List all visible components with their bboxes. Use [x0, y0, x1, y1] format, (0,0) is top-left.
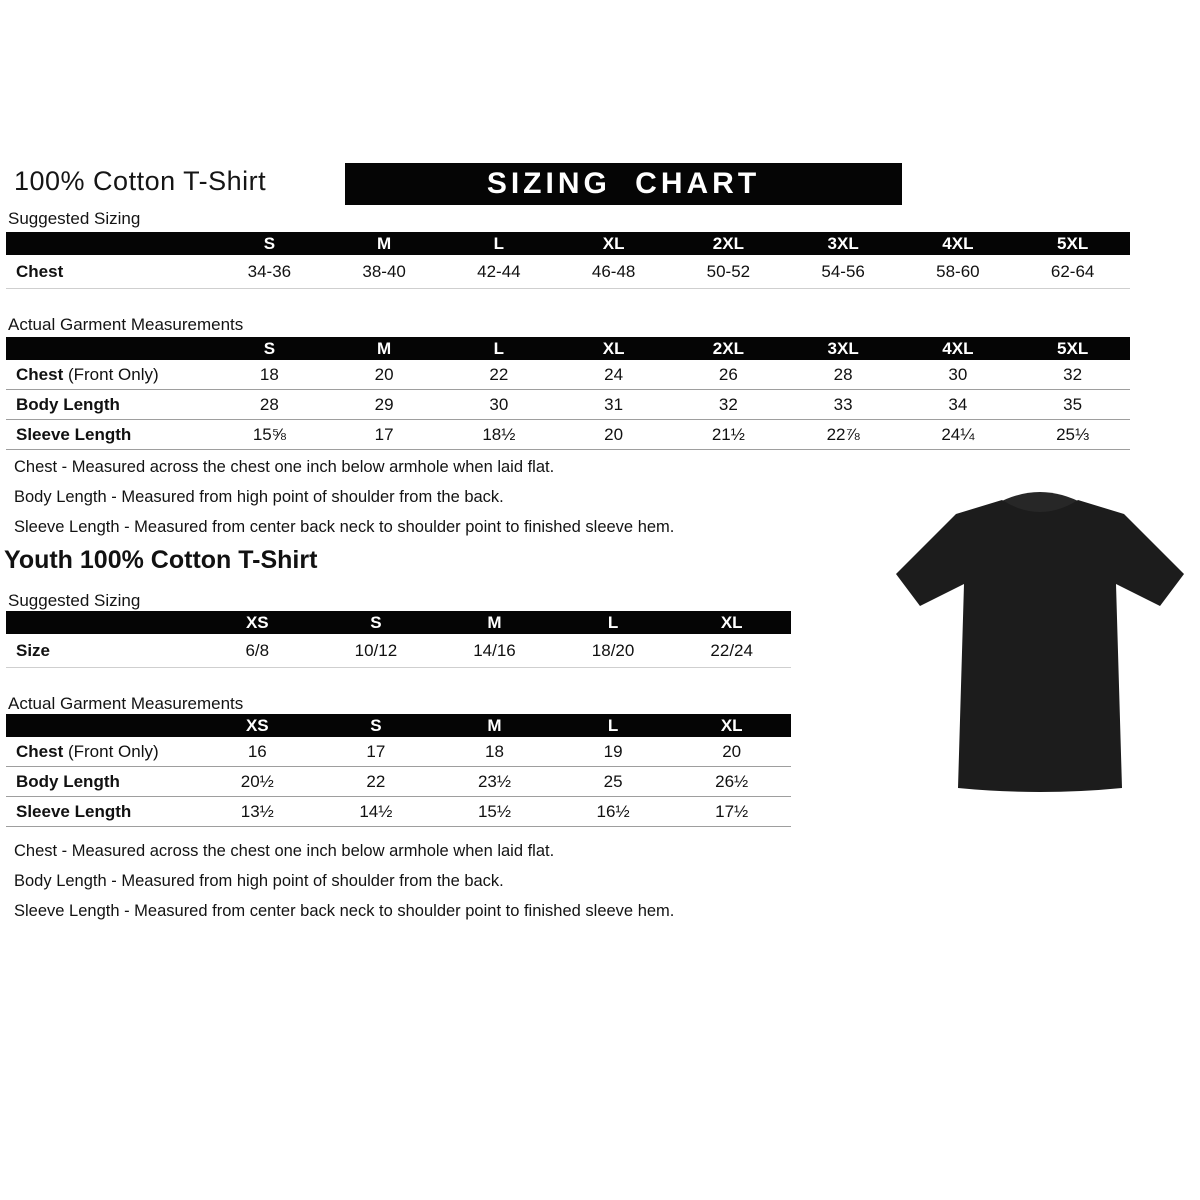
measurement-note: Chest - Measured across the chest one inch below armhole when laid flat. [14, 458, 555, 476]
row-label [6, 420, 212, 450]
size-cell: 18 [212, 360, 327, 390]
size-cell: 18 [435, 737, 554, 767]
youth-section-title: Youth 100% Cotton T-Shirt [4, 546, 318, 574]
row-label [6, 255, 212, 289]
column-header: XL [672, 611, 791, 634]
row-label [6, 797, 198, 827]
size-cell: 16½ [554, 797, 673, 827]
size-cell: 26 [671, 360, 786, 390]
table-row [6, 255, 1130, 289]
header-row [6, 714, 791, 737]
measurement-note: Sleeve Length - Measured from center back neck to shoulder point to finished sleeve hem. [14, 902, 675, 920]
size-cell: 14½ [317, 797, 436, 827]
column-header: XS [198, 714, 317, 737]
column-header: 5XL [1015, 232, 1130, 255]
size-cell: 18½ [442, 420, 557, 450]
row-label-text: Body Length [16, 771, 120, 791]
tshirt-image [890, 474, 1190, 819]
column-header: 3XL [786, 232, 901, 255]
size-cell: 25 [554, 767, 673, 797]
column-header: M [327, 232, 442, 255]
youth-suggested-sizing-label: Suggested Sizing [8, 591, 141, 610]
column-header: L [442, 232, 557, 255]
size-cell: 42-44 [442, 255, 557, 289]
size-cell: 13½ [198, 797, 317, 827]
column-header: L [442, 337, 557, 360]
size-cell: 17 [327, 420, 442, 450]
adult-actual-table [6, 337, 1130, 450]
size-cell: 15½ [435, 797, 554, 827]
column-header: XS [198, 611, 317, 634]
column-header: XL [556, 232, 671, 255]
row-label [6, 390, 212, 420]
table-row [6, 797, 791, 827]
column-header: L [554, 611, 673, 634]
size-cell: 22/24 [672, 634, 791, 668]
row-label-text: Sleeve Length [16, 801, 132, 821]
row-label-text: Chest [16, 741, 64, 761]
row-label [6, 360, 212, 390]
size-cell: 28 [786, 360, 901, 390]
row-label-text: Body Length [16, 394, 120, 414]
youth-measurement-notes [14, 842, 674, 932]
column-header: L [554, 714, 673, 737]
youth-actual-table [6, 714, 791, 827]
size-cell: 33 [786, 390, 901, 420]
size-cell: 38-40 [327, 255, 442, 289]
table-row [6, 634, 791, 668]
size-cell: 16 [198, 737, 317, 767]
size-cell: 19 [554, 737, 673, 767]
size-cell: 32 [1015, 360, 1130, 390]
table-row [6, 767, 791, 797]
column-header: XL [556, 337, 671, 360]
column-header: S [317, 714, 436, 737]
size-cell: 24 [556, 360, 671, 390]
column-header: 3XL [786, 337, 901, 360]
row-label-note: (Front Only) [63, 364, 159, 384]
column-header: M [327, 337, 442, 360]
measurement-note: Body Length - Measured from high point of shoulder from the back. [14, 488, 504, 506]
size-cell: 35 [1015, 390, 1130, 420]
adult-suggested-sizing-label: Suggested Sizing [8, 209, 141, 228]
header-row [6, 337, 1130, 360]
blank-header-cell [6, 611, 198, 634]
size-cell: 17 [317, 737, 436, 767]
size-cell: 22 [317, 767, 436, 797]
adult-measurement-notes [14, 458, 674, 548]
size-cell: 30 [442, 390, 557, 420]
column-header: M [435, 611, 554, 634]
youth-actual-measurements-label: Actual Garment Measurements [8, 694, 244, 713]
size-cell: 20 [327, 360, 442, 390]
row-label-text: Sleeve Length [16, 424, 132, 444]
size-cell: 32 [671, 390, 786, 420]
size-cell: 6/8 [198, 634, 317, 668]
size-cell: 46-48 [556, 255, 671, 289]
size-cell: 62-64 [1015, 255, 1130, 289]
row-label [6, 737, 198, 767]
measurement-note: Chest - Measured across the chest one inch below armhole when laid flat. [14, 842, 555, 860]
column-header: M [435, 714, 554, 737]
size-cell: 25⅓ [1015, 420, 1130, 450]
header-row [6, 611, 791, 634]
measurement-note: Sleeve Length - Measured from center back neck to shoulder point to finished sleeve hem. [14, 518, 675, 536]
size-cell: 17½ [672, 797, 791, 827]
tshirt-body [896, 500, 1184, 792]
table-row [6, 390, 1130, 420]
size-cell: 15⅝ [212, 420, 327, 450]
blank-header-cell [6, 337, 212, 360]
size-cell: 14/16 [435, 634, 554, 668]
row-label-text: Chest [16, 364, 64, 384]
adult-actual-measurements-label: Actual Garment Measurements [8, 315, 244, 334]
size-cell: 21½ [671, 420, 786, 450]
row-label-text: Chest [16, 261, 64, 281]
size-cell: 20 [672, 737, 791, 767]
column-header: 2XL [671, 232, 786, 255]
size-cell: 23½ [435, 767, 554, 797]
column-header: S [317, 611, 436, 634]
header-row [6, 232, 1130, 255]
table-row [6, 737, 791, 767]
size-cell: 50-52 [671, 255, 786, 289]
column-header: S [212, 337, 327, 360]
size-cell: 10/12 [317, 634, 436, 668]
row-label [6, 767, 198, 797]
column-header: S [212, 232, 327, 255]
banner-text: SIZING CHART [486, 167, 761, 200]
size-cell: 54-56 [786, 255, 901, 289]
row-label-note: (Front Only) [63, 741, 159, 761]
size-cell: 34 [901, 390, 1016, 420]
column-header: 2XL [671, 337, 786, 360]
size-cell: 24¼ [901, 420, 1016, 450]
size-cell: 20½ [198, 767, 317, 797]
size-cell: 29 [327, 390, 442, 420]
table-row [6, 420, 1130, 450]
sizing-chart-banner [345, 163, 902, 205]
column-header: 4XL [901, 337, 1016, 360]
size-cell: 26½ [672, 767, 791, 797]
size-cell: 22⅞ [786, 420, 901, 450]
size-cell: 30 [901, 360, 1016, 390]
size-cell: 31 [556, 390, 671, 420]
size-cell: 18/20 [554, 634, 673, 668]
size-cell: 34-36 [212, 255, 327, 289]
blank-header-cell [6, 714, 198, 737]
table-row [6, 360, 1130, 390]
measurement-note: Body Length - Measured from high point of shoulder from the back. [14, 872, 504, 890]
column-header: 5XL [1015, 337, 1130, 360]
youth-suggested-table [6, 611, 791, 668]
size-cell: 28 [212, 390, 327, 420]
column-header: XL [672, 714, 791, 737]
row-label [6, 634, 198, 668]
blank-header-cell [6, 232, 212, 255]
size-cell: 20 [556, 420, 671, 450]
column-header: 4XL [901, 232, 1016, 255]
adult-suggested-table [6, 232, 1130, 289]
row-label-text: Size [16, 640, 51, 660]
page-title: 100% Cotton T-Shirt [14, 166, 267, 196]
size-cell: 58-60 [901, 255, 1016, 289]
size-cell: 22 [442, 360, 557, 390]
